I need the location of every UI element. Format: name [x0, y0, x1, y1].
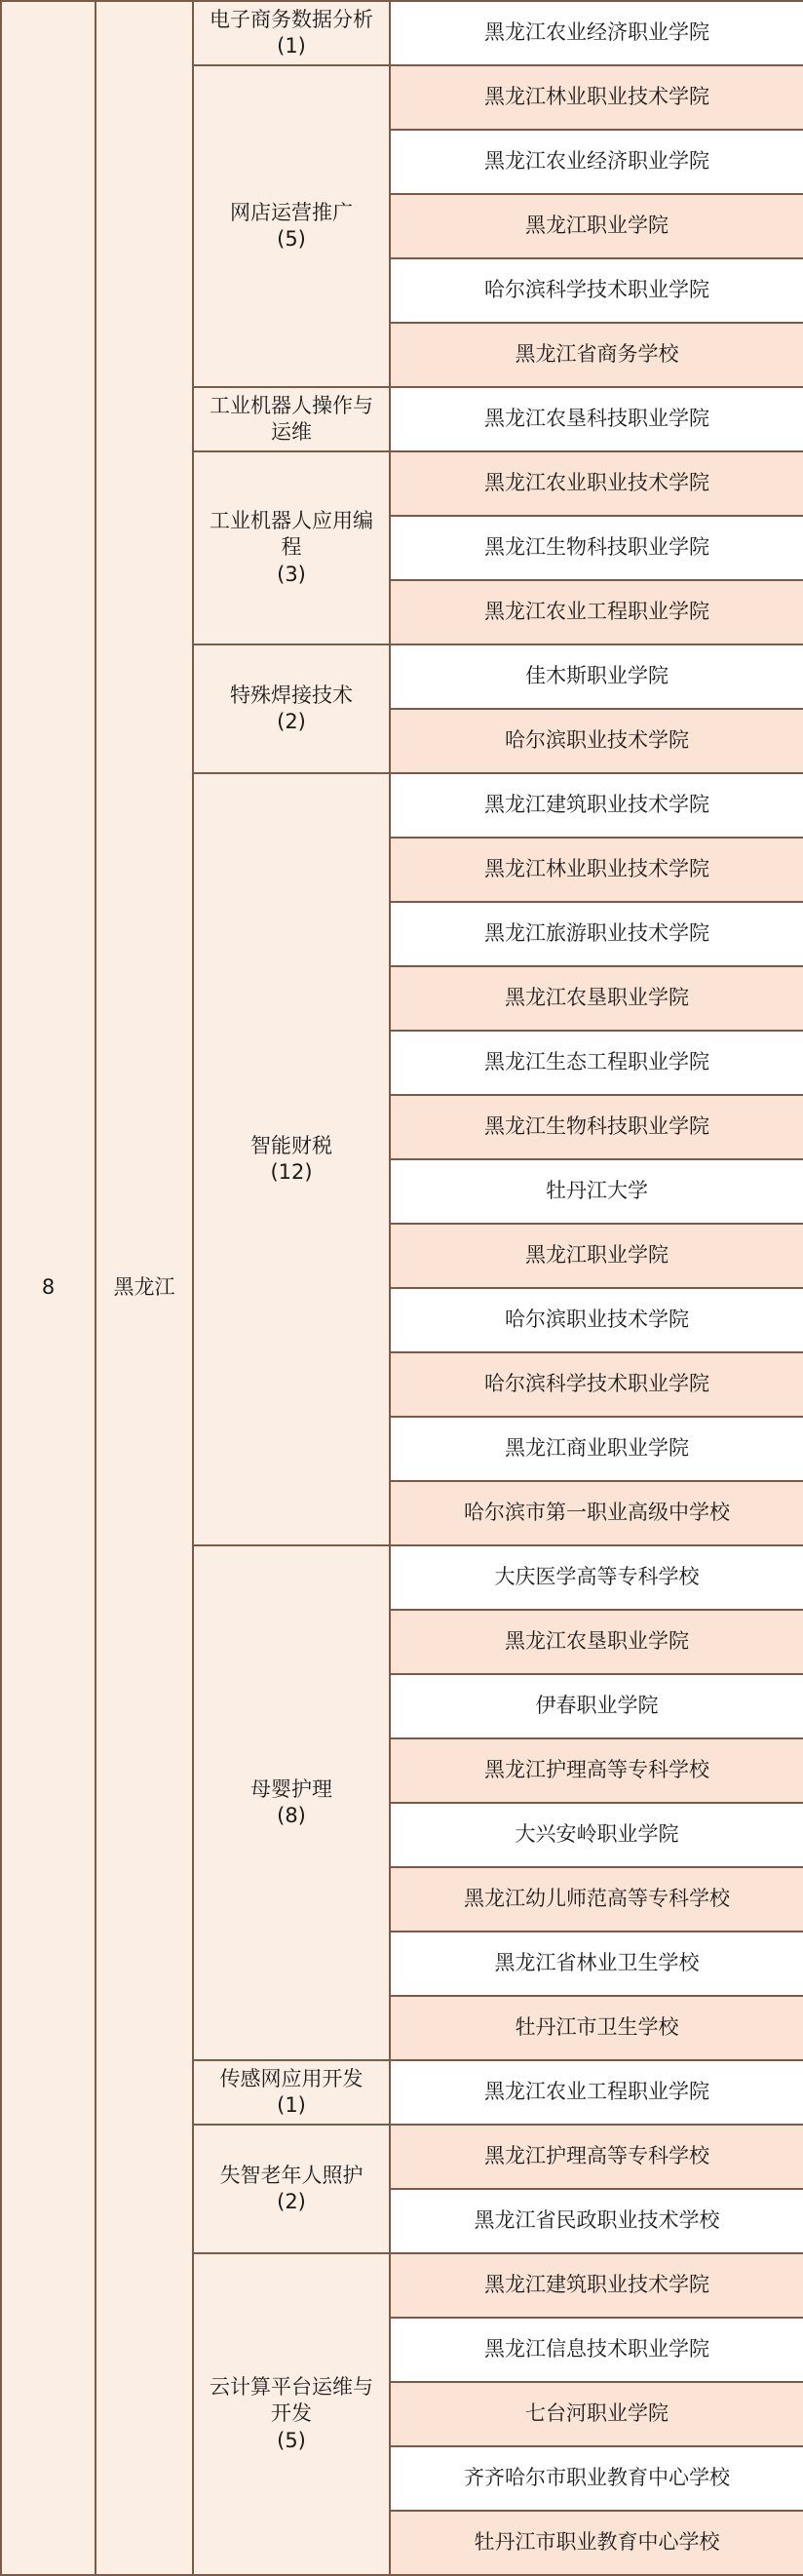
- school-cell: 黑龙江建筑职业技术学院: [390, 773, 803, 838]
- major-name: 传感网应用开发: [219, 2066, 363, 2090]
- school-cell: 黑龙江护理高等专科学校: [390, 2125, 803, 2189]
- school-cell: 牡丹江大学: [390, 1159, 803, 1224]
- school-cell: 大庆医学高等专科学校: [390, 1545, 803, 1610]
- major-cell: [193, 65, 390, 387]
- school-cell: 黑龙江农垦科技职业学院: [390, 387, 803, 451]
- major-name: 网店运营推广: [230, 200, 353, 224]
- school-cell: 哈尔滨职业技术学院: [390, 709, 803, 773]
- school-cell: 牡丹江市卫生学校: [390, 1996, 803, 2060]
- school-cell: 黑龙江林业职业技术学院: [390, 65, 803, 130]
- major-school-count: (2): [277, 2190, 306, 2213]
- major-cell: [193, 773, 390, 1545]
- major-name: 云计算平台运维与开发: [210, 2375, 373, 2426]
- school-cell: 黑龙江生物科技职业学院: [390, 516, 803, 580]
- school-cell: 黑龙江农垦职业学院: [390, 1610, 803, 1674]
- school-cell: 黑龙江农业工程职业学院: [390, 2060, 803, 2125]
- major-school-count: (5): [277, 227, 306, 251]
- school-cell: 哈尔滨职业技术学院: [390, 1288, 803, 1352]
- school-cell: 哈尔滨科学技术职业学院: [390, 1352, 803, 1417]
- school-cell: 黑龙江林业职业技术学院: [390, 838, 803, 902]
- major-cell: [193, 1545, 390, 2060]
- major-school-count: (1): [277, 2093, 306, 2117]
- major-cell: [193, 2125, 390, 2253]
- school-cell: 黑龙江农业经济职业学院: [390, 130, 803, 194]
- school-cell: 黑龙江护理高等专科学校: [390, 1738, 803, 1803]
- major-school-count: (12): [270, 1160, 313, 1184]
- major-cell: [193, 644, 390, 773]
- major-name: 工业机器人操作与运维: [210, 393, 373, 444]
- major-name: 工业机器人应用编程: [210, 509, 373, 560]
- school-cell: 七台河职业学院: [390, 2382, 803, 2446]
- major-cell: [193, 2253, 390, 2575]
- school-cell: 哈尔滨市第一职业高级中学校: [390, 1481, 803, 1545]
- school-cell: 黑龙江信息技术职业学院: [390, 2318, 803, 2382]
- row-index-cell: 8: [1, 1, 96, 2575]
- major-school-count: (8): [277, 1804, 306, 1827]
- school-cell: 佳木斯职业学院: [390, 644, 803, 709]
- school-cell: 黑龙江农垦职业学院: [390, 966, 803, 1031]
- school-cell: 黑龙江生物科技职业学院: [390, 1095, 803, 1159]
- school-cell: 黑龙江幼儿师范高等专科学校: [390, 1867, 803, 1932]
- school-cell: 黑龙江生态工程职业学院: [390, 1031, 803, 1095]
- school-cell: 哈尔滨科学技术职业学院: [390, 258, 803, 323]
- school-cell: 黑龙江职业学院: [390, 194, 803, 258]
- major-school-count: (5): [277, 2428, 306, 2452]
- school-cell: 黑龙江建筑职业技术学院: [390, 2253, 803, 2318]
- school-cell: 黑龙江农业工程职业学院: [390, 580, 803, 644]
- major-name: 母婴护理: [250, 1776, 332, 1801]
- school-cell: 黑龙江商业职业学院: [390, 1417, 803, 1481]
- major-cell: [193, 451, 390, 644]
- school-cell: 牡丹江市职业教育中心学校: [390, 2511, 803, 2575]
- table-body: [1, 1, 803, 2575]
- school-cell: 伊春职业学院: [390, 1674, 803, 1738]
- major-name: 失智老年人照护: [219, 2163, 363, 2187]
- school-cell: 黑龙江农业经济职业学院: [390, 1, 803, 65]
- major-school-count: (3): [277, 562, 306, 586]
- school-cell: 黑龙江职业学院: [390, 1224, 803, 1288]
- major-cell: [193, 2060, 390, 2125]
- school-cell: 大兴安岭职业学院: [390, 1803, 803, 1867]
- school-cell: 齐齐哈尔市职业教育中心学校: [390, 2446, 803, 2511]
- school-cell: 黑龙江旅游职业技术学院: [390, 902, 803, 966]
- province-cell: 黑龙江: [96, 1, 193, 2575]
- school-cell: 黑龙江省民政职业技术学校: [390, 2189, 803, 2253]
- major-name: 智能财税: [250, 1133, 332, 1157]
- major-cell: [193, 1, 390, 65]
- major-name: 电子商务数据分析: [210, 7, 373, 31]
- school-cell: 黑龙江省商务学校: [390, 323, 803, 387]
- school-cell: 黑龙江省林业卫生学校: [390, 1932, 803, 1996]
- major-school-count: (1): [277, 34, 306, 58]
- major-name: 特殊焊接技术: [230, 683, 353, 707]
- major-cell: [193, 387, 390, 451]
- school-cell: 黑龙江农业职业技术学院: [390, 451, 803, 516]
- table-row: [1, 1, 803, 65]
- major-school-count: (2): [277, 710, 306, 733]
